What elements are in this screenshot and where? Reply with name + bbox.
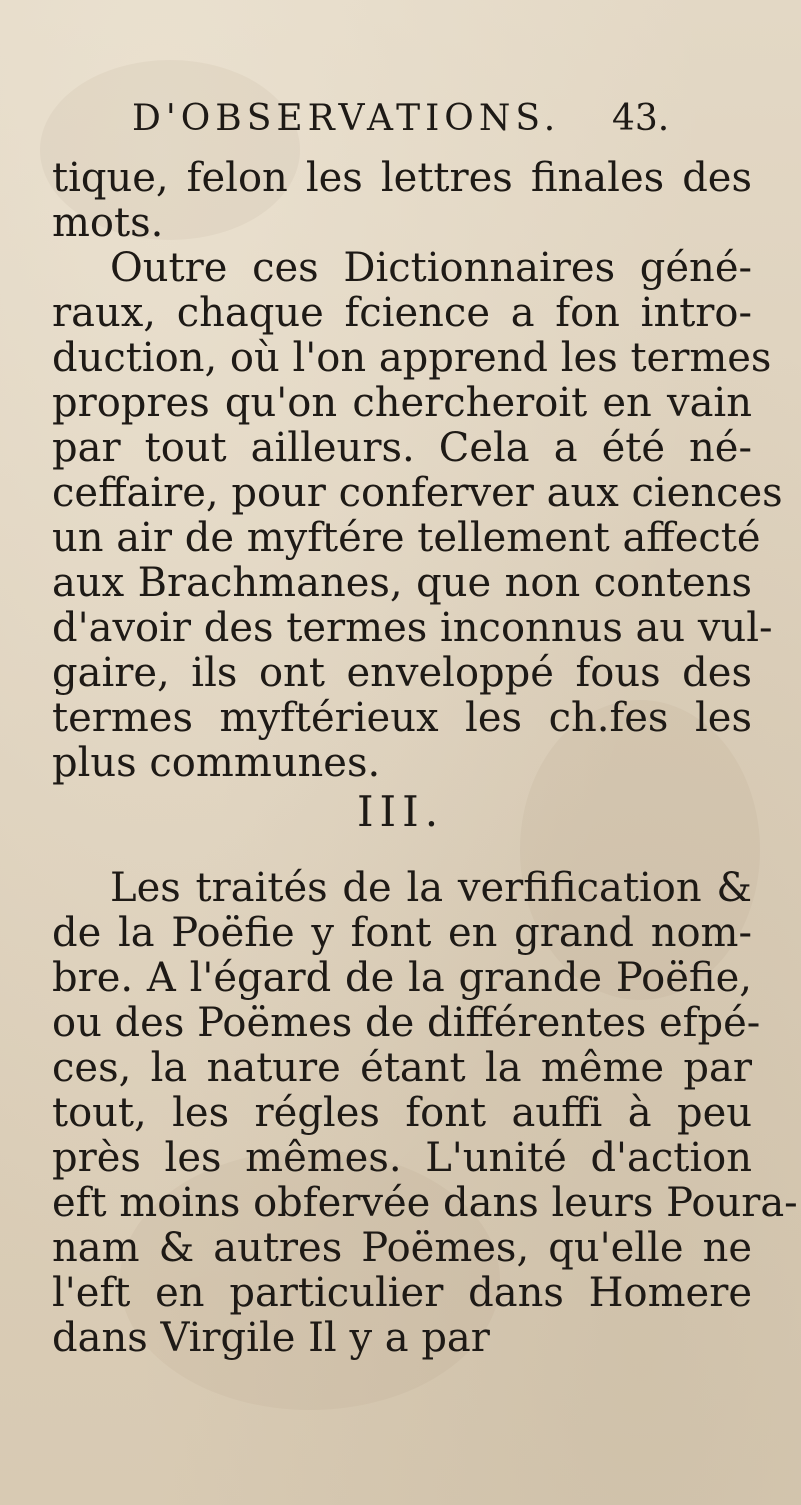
text-line: raux, chaque fcience a fon intro- (52, 290, 752, 336)
text-line: de la Poëfie y font en grand nom- (52, 910, 752, 956)
running-title: D'OBSERVATIONS. (132, 98, 561, 139)
text-line: ces, la nature étant la même par (52, 1045, 752, 1091)
text-line: ou des Poëmes de différentes efpé- (52, 1000, 761, 1046)
text-line: d'avoir des termes inconnus au vul- (52, 605, 773, 651)
text-line: gaire, ils ont enveloppé fous des (52, 650, 752, 696)
section-number: III. (356, 787, 445, 836)
text-line: tout, les régles font auffi à peu (52, 1090, 752, 1136)
text-line: nam & autres Poëmes, qu'elle ne (52, 1225, 752, 1271)
text-line: dans Virgile Il y a par (52, 1315, 490, 1361)
text-line: plus communes. (52, 740, 381, 786)
page-number: 43. (612, 98, 670, 139)
text-line: par tout ailleurs. Cela a été né- (52, 425, 752, 471)
text-line: propres qu'on chercheroit en vain (52, 380, 752, 426)
text-line: Les traités de la verfification & (110, 865, 752, 911)
text-line: près les mêmes. L'unité d'action (52, 1135, 752, 1181)
text-line: Outre ces Dictionnaires géné- (110, 245, 752, 291)
text-line: tique, felon les lettres finales des (52, 155, 752, 201)
text-line: eft moins obfervée dans leurs Poura- (52, 1180, 798, 1226)
text-line: termes myftérieux les ch.fes les (52, 695, 752, 741)
text-line: l'eft en particulier dans Homere (52, 1270, 752, 1316)
text-line: mots. (52, 200, 164, 246)
running-head (0, 98, 801, 148)
text-line: duction, où l'on apprend les termes (52, 335, 772, 381)
text-line: ceffaire, pour conferver aux ciences (52, 470, 783, 516)
text-line: bre. A l'égard de la grande Poëfie, (52, 955, 752, 1001)
text-line: aux Brachmanes, que non contens (52, 560, 752, 606)
text-line: un air de myftére tellement affecté (52, 515, 761, 561)
